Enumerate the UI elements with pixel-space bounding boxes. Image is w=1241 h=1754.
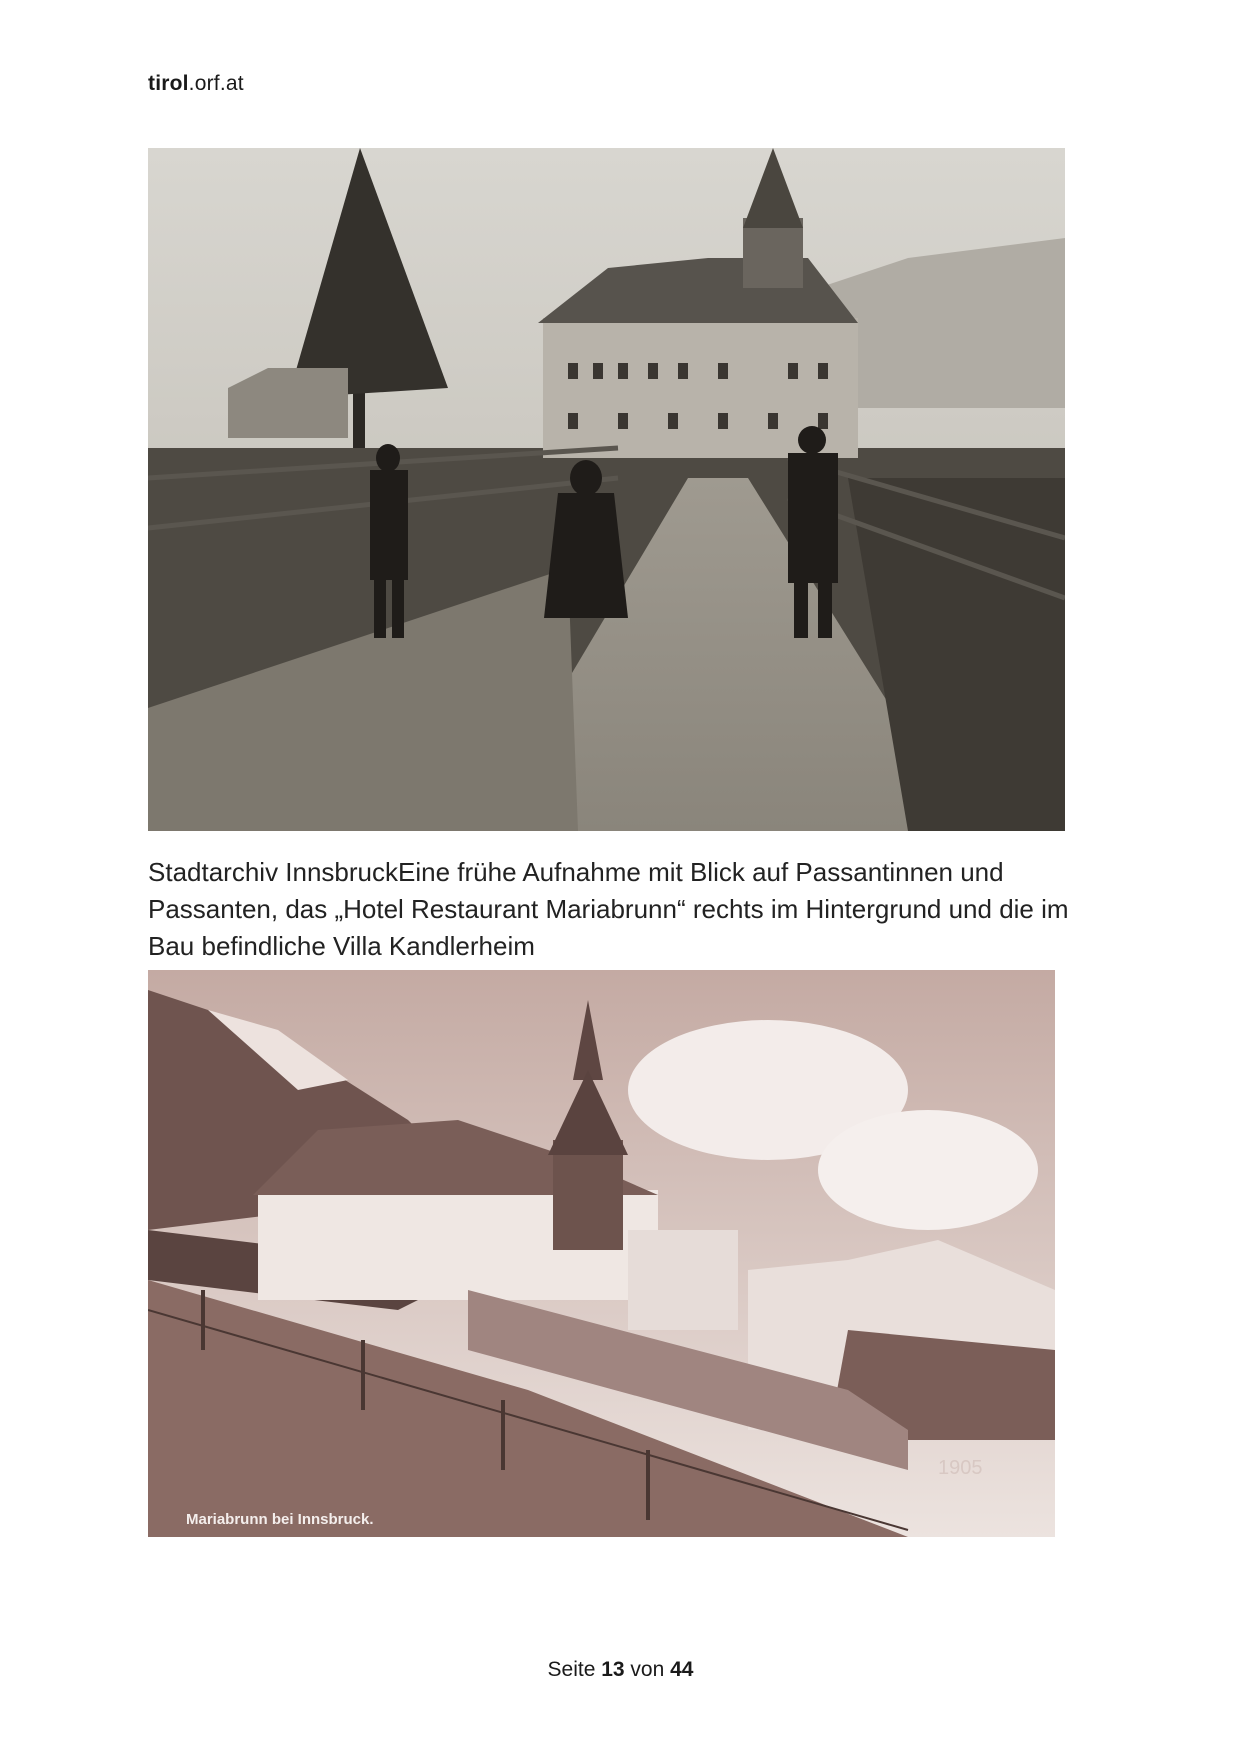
photo-caption: Stadtarchiv InnsbruckEine frühe Aufnahme mit Blick auf Passantinnen und Passanten, das „Hotel Restaurant Mariabrunn“ rechts im Hintergrund und die im Bau befindliche Villa Kandlerheim (148, 857, 1069, 961)
page-number: 13 (601, 1658, 625, 1681)
brand-domain: .orf.at (188, 72, 244, 95)
site-brand (148, 72, 244, 96)
footer-middle: von (624, 1658, 671, 1681)
postcard-image (148, 970, 1055, 1537)
postcard-mariabrunn (148, 970, 1055, 1537)
page-footer (0, 1658, 1241, 1682)
postcard-year-stamp: 1905 (938, 1457, 983, 1479)
photo-hotel-mariabrunn (148, 148, 1065, 831)
footer-prefix: Seite (547, 1658, 602, 1681)
page-total: 44 (670, 1658, 694, 1681)
brand-bold: tirol (148, 72, 189, 95)
hotel-photo-image (148, 148, 1065, 831)
postcard-overlay-text: Mariabrunn bei Innsbruck. (186, 1511, 374, 1528)
